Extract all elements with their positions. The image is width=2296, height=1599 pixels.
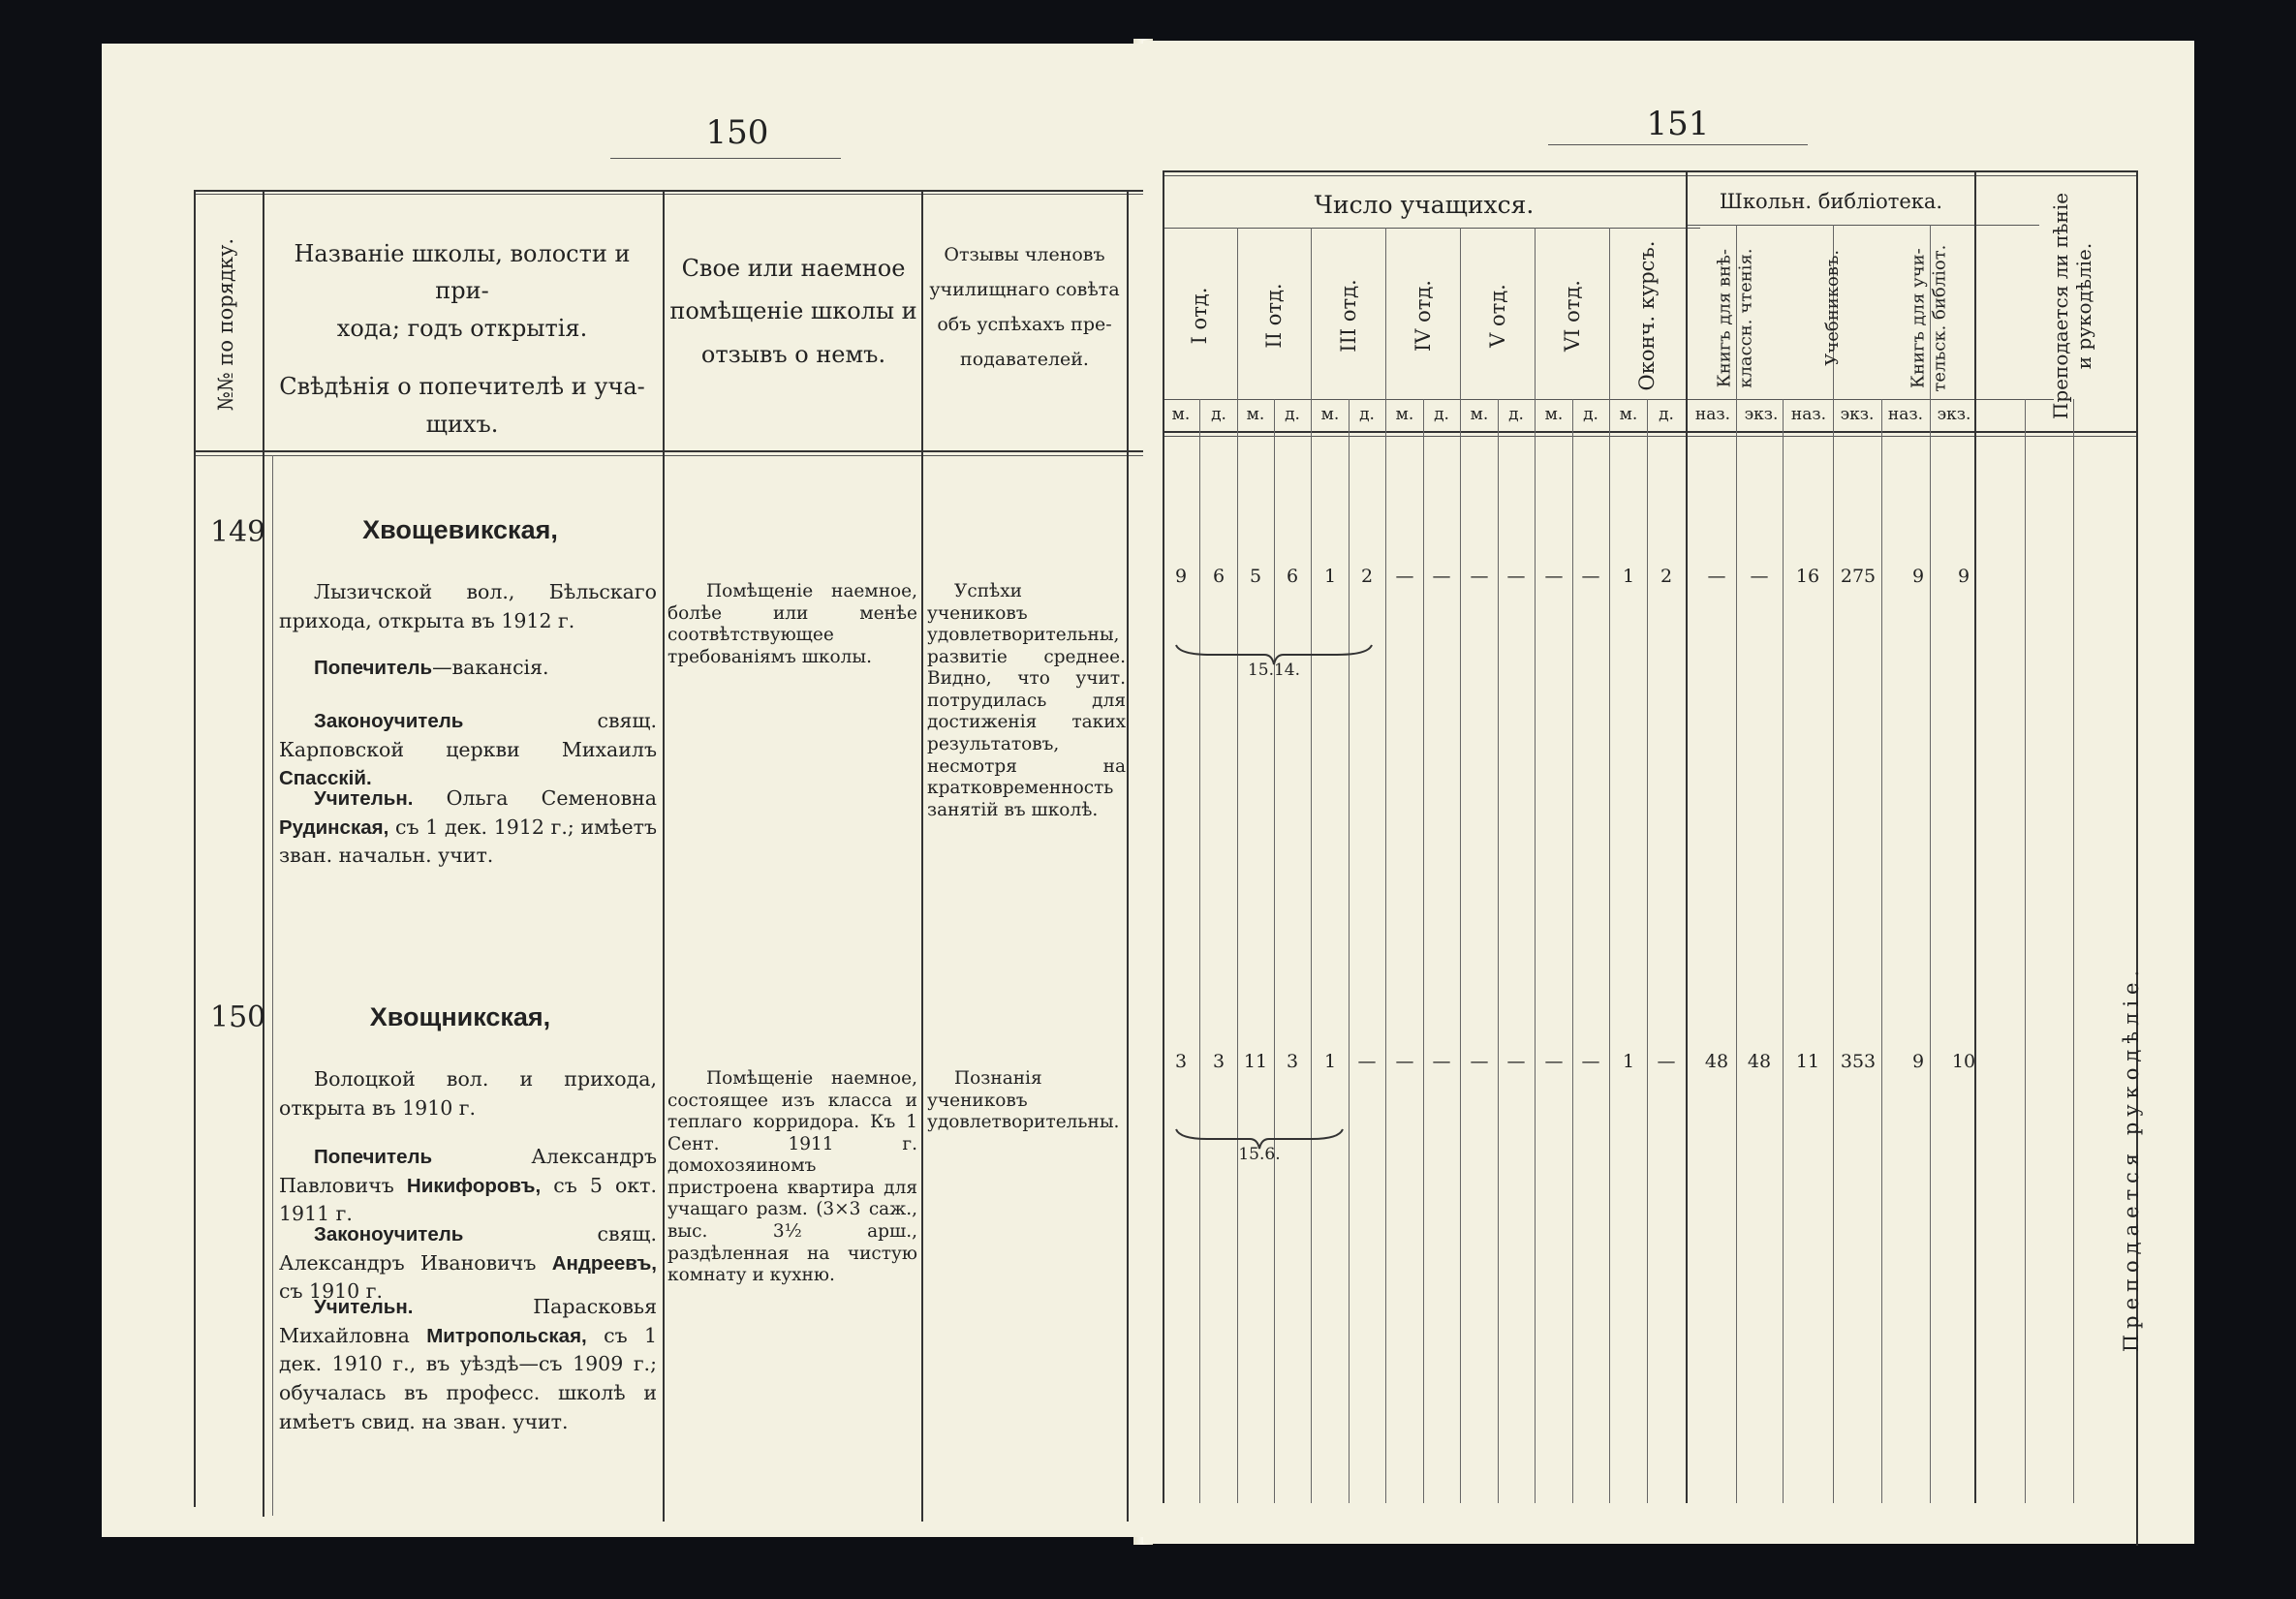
review-text: Познанія учениковъ удовлетворительны. (927, 1068, 1120, 1133)
grade-header: IV отд. (1412, 280, 1435, 353)
header-name: Названіе школы, волости и при- хода; годъ открытія. Свѣдѣнія о попечителѣ и уча- щихъ. (279, 240, 645, 438)
student-count-cell: — (1506, 1051, 1526, 1072)
school-name: Хвощевикская, (362, 515, 558, 544)
library-col-header: Книгъ для учи-тельск. библіот. (1908, 244, 1949, 392)
library-count-cell: — (1707, 566, 1726, 587)
student-count-cell: — (1544, 1051, 1564, 1072)
sub-header-cell: наз. (1887, 405, 1924, 424)
sub-header-cell: м. (1320, 405, 1340, 424)
library-count-cell: 275 (1840, 566, 1877, 587)
student-count-cell: — (1395, 1051, 1414, 1072)
library-col-header: Учебниковъ. (1822, 249, 1844, 366)
left-page (102, 44, 1143, 1537)
library-header: Школьн. библіотека. (1719, 190, 1943, 213)
sub-header-cell: м. (1544, 405, 1564, 424)
sub-header-cell: м. (1246, 405, 1265, 424)
student-count-cell: 6 (1212, 566, 1226, 587)
sub-header-cell: д. (1211, 405, 1226, 424)
student-count-cell: — (1432, 566, 1451, 587)
student-count-cell: — (1581, 566, 1600, 587)
page-number: 150 (705, 113, 769, 152)
grade-header: Оконч. курсъ. (1635, 240, 1659, 391)
student-count-cell: — (1544, 566, 1564, 587)
student-count-cell: — (1470, 566, 1489, 587)
student-count-cell: 2 (1660, 566, 1673, 587)
sub-header-cell: наз. (1694, 405, 1731, 424)
grade-header: II отд. (1262, 283, 1286, 349)
header-bottom-rule (194, 450, 1235, 452)
library-count-cell: 16 (1795, 566, 1820, 587)
sub-header-cell: м. (1470, 405, 1489, 424)
student-count-cell: — (1432, 1051, 1451, 1072)
entry-number: 149 (210, 515, 266, 549)
sub-header-cell: д. (1508, 405, 1524, 424)
library-count-cell: 10 (1951, 1051, 1976, 1072)
premises-text: Помѣщеніе наемное, состоящее изъ класса и теплаго корридора. Къ 1 Сент. 1911 г. домохозяиномъ пристроена квартира для учащаго разм. (3×3 саж., выс. 3½ арш., раздѣленная на чистую комнату и кухню. (667, 1068, 917, 1286)
student-count-cell: 1 (1323, 1051, 1337, 1072)
trustee-info: Попечитель—вакансія. (314, 656, 549, 679)
library-count-cell: 9 (1911, 566, 1925, 587)
library-count-cell: 9 (1957, 566, 1970, 587)
sub-header-cell: м. (1619, 405, 1638, 424)
table-top-rule (194, 190, 1235, 192)
student-count-cell: 1 (1323, 566, 1337, 587)
premises-text: Помѣщеніе наемное, болѣе или менѣе соотвѣтствующее требованіямъ школы. (667, 581, 917, 667)
right-page (1143, 41, 2194, 1544)
student-count-cell: — (1470, 1051, 1489, 1072)
total-label: 15.6. (1238, 1145, 1281, 1164)
sub-header-cell: экз. (1840, 405, 1875, 424)
student-count-cell: 3 (1212, 1051, 1226, 1072)
students-header: Число учащихся. (1314, 191, 1535, 219)
library-count-cell: 48 (1704, 1051, 1729, 1072)
page-number: 151 (1646, 105, 1710, 143)
sub-header-cell: д. (1359, 405, 1375, 424)
student-count-cell: — (1357, 1051, 1377, 1072)
sub-header-cell: м. (1395, 405, 1414, 424)
singing-header: Преподается ли пѣніе и рукодѣліе. (2049, 192, 2095, 420)
header-reviews: Отзывы членовъ училищнаго совѣта объ успѣхахъ пре- подавателей. (929, 244, 1120, 371)
grade-header: III отд. (1337, 279, 1360, 353)
sub-header-cell: д. (1583, 405, 1598, 424)
header-number: №№ по порядку. (214, 237, 237, 412)
student-count-cell: 1 (1622, 1051, 1635, 1072)
entry-number: 150 (210, 1000, 266, 1034)
sub-header-cell: м. (1171, 405, 1191, 424)
student-count-cell: 3 (1286, 1051, 1299, 1072)
library-col-header: Книгъ для внѣ-классн. чтенія. (1714, 248, 1755, 388)
grade-header: VI отд. (1561, 280, 1584, 353)
student-count-cell: 5 (1249, 566, 1262, 587)
grade-header: I отд. (1188, 287, 1211, 345)
student-count-cell: 9 (1174, 566, 1188, 587)
student-count-cell: 6 (1286, 566, 1299, 587)
sub-header-cell: д. (1285, 405, 1300, 424)
header-premises: Свое или наемное помѣщеніе школы и отзывъ о немъ. (669, 255, 917, 368)
side-note: Преподается рукодѣліе. (2120, 964, 2143, 1353)
library-count-cell: 48 (1747, 1051, 1772, 1072)
teacher-info: Учительн. Ольга Семеновна Рудинская, съ 1 дек. 1912 г.; имѣетъ зван. начальн. учит. (279, 786, 657, 868)
grade-header: V отд. (1486, 284, 1509, 348)
student-count-cell: 2 (1360, 566, 1374, 587)
student-count-cell: — (1657, 1051, 1676, 1072)
library-count-cell: 11 (1795, 1051, 1820, 1072)
school-name: Хвощникская, (369, 1002, 551, 1031)
library-count-cell: 9 (1911, 1051, 1925, 1072)
sub-header-cell: экз. (1744, 405, 1779, 424)
review-text: Успѣхи учениковъ удовлетворительны, развитіе среднее. Видно, что учит. потрудилась для достиженія таких результатовъ, несмотря на кратковременность занятій въ школѣ. (927, 581, 1126, 820)
total-label: 15.14. (1247, 661, 1301, 680)
student-count-cell: 11 (1243, 1051, 1268, 1072)
sub-header-cell: наз. (1790, 405, 1827, 424)
student-count-cell: 3 (1174, 1051, 1188, 1072)
sub-header-cell: экз. (1937, 405, 1971, 424)
trustee-info: Попечитель Александръ Павловичъ Никифоровъ, съ 5 окт. 1911 г. (279, 1145, 657, 1226)
school-location: Лызичской вол., Бѣльскаго прихода, открыта въ 1912 г. (279, 580, 657, 632)
sub-header-cell: д. (1434, 405, 1449, 424)
sub-header-cell: д. (1659, 405, 1674, 424)
student-count-cell: — (1506, 566, 1526, 587)
library-count-cell: — (1750, 566, 1769, 587)
teacher-info: Учительн. Парасковья Михайловна Митропольская, съ 1 дек. 1910 г., въ уѣздѣ—съ 1909 г.; обучалась въ професс. школѣ и имѣетъ свид. на зван. учит. (279, 1295, 657, 1433)
law-teacher-info: Законоучитель свящ. Александръ Ивановичъ Андреевъ, съ 1910 г. (279, 1222, 657, 1304)
library-count-cell: 353 (1840, 1051, 1877, 1072)
school-location: Волоцкой вол. и прихода, открыта въ 1910 г. (279, 1067, 657, 1120)
law-teacher-info: Законоучитель свящ. Карповской церкви Михаилъ Спасскій. (279, 709, 657, 790)
student-count-cell: — (1395, 566, 1414, 587)
student-count-cell: 1 (1622, 566, 1635, 587)
student-count-cell: — (1581, 1051, 1600, 1072)
